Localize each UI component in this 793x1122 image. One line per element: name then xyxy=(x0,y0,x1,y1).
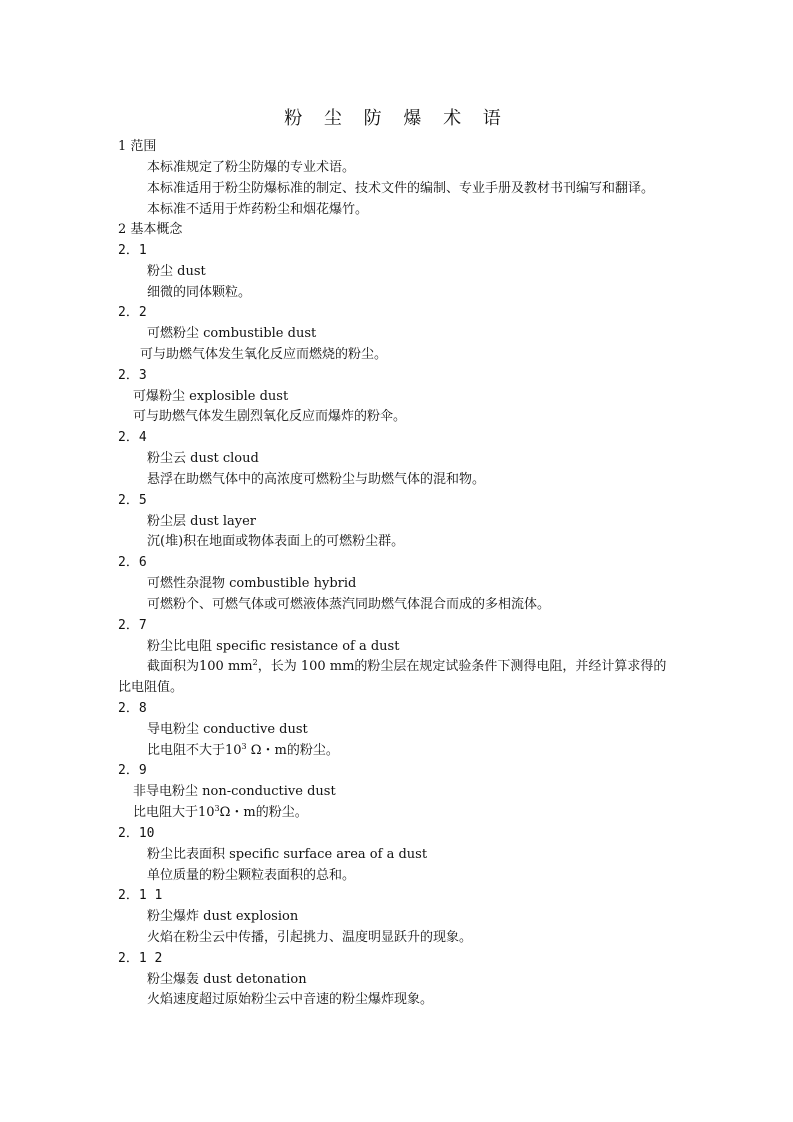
term-name: 粉尘云 dust cloud xyxy=(147,451,259,466)
term-definition: 单位质量的粉尘颗粒表面积的总和。 xyxy=(147,868,356,883)
term-name: 可燃粉尘 combustible dust xyxy=(147,326,317,341)
term-definition-continued: 比电阻值。 xyxy=(118,680,184,695)
term-number: 2．2 xyxy=(118,305,147,320)
term-number: 2．4 xyxy=(118,430,147,445)
term-number: 2．10 xyxy=(118,826,155,841)
term-name: 粉尘层 dust layer xyxy=(147,514,257,529)
section-heading-basic-concepts: 2 基本概念 xyxy=(118,222,183,237)
term-name: 导电粉尘 conductive dust xyxy=(147,722,308,737)
term-definition: 比电阻不大于$10^3$ Ω・m的粉尘。 xyxy=(147,742,339,758)
term-definition: 截面积为100 $mm^2$，长为 100 mm的粉尘层在规定试验条件下测得电阻，并经计算求得的 xyxy=(147,658,667,674)
term-name: 粉尘爆炸 dust explosion xyxy=(147,909,299,924)
term-definition: 沉(堆)积在地面或物体表面上的可燃粉尘群。 xyxy=(147,534,405,549)
term-definition: 可与助燃气体发生剧烈氧化反应而爆炸的粉伞。 xyxy=(133,409,407,424)
term-number: 2．9 xyxy=(118,763,147,778)
term-number: 2．1 2 xyxy=(118,951,163,966)
term-definition: 可与助燃气体发生氧化反应而燃烧的粉尘。 xyxy=(140,347,388,362)
term-number: 2．1 xyxy=(118,243,147,258)
scope-paragraph-2: 本标准适用于粉尘防爆标准的制定、技术文件的编制、专业手册及教材书刊编写和翻译。 xyxy=(147,181,655,196)
superscript: 3 xyxy=(241,742,247,751)
term-name: 粉尘比表面积 specific surface area of a dust xyxy=(147,847,428,862)
term-name: 非导电粉尘 non-conductive dust xyxy=(133,784,336,799)
superscript: 3 xyxy=(214,804,220,813)
term-definition: 火焰在粉尘云中传播，引起挑力、温度明显跃升的现象。 xyxy=(147,930,473,945)
scope-paragraph-3: 本标准不适用于炸药粉尘和烟花爆竹。 xyxy=(147,202,369,217)
term-number: 2．1 1 xyxy=(118,888,163,903)
term-name: 粉尘比电阻 specific resistance of a dust xyxy=(147,639,400,654)
term-definition: 可燃粉个、可燃气体或可燃液体蒸汽同助燃气体混合而成的多相流体。 xyxy=(147,597,551,612)
term-definition: 细微的同体颗粒。 xyxy=(147,285,252,300)
page-title: 粉 尘 防 爆 术 语 xyxy=(284,108,509,129)
term-number: 2．8 xyxy=(118,701,147,716)
term-number: 2．7 xyxy=(118,618,147,633)
superscript: 2 xyxy=(252,658,258,667)
term-name: 可燃性杂混物 combustible hybrid xyxy=(147,576,357,591)
section-heading-scope: 1 范围 xyxy=(118,139,157,154)
term-number: 2．5 xyxy=(118,493,147,508)
term-name: 粉尘爆轰 dust detonation xyxy=(147,972,307,987)
scope-paragraph-1: 本标准规定了粉尘防爆的专业术语。 xyxy=(147,160,356,175)
term-name: 粉尘 dust xyxy=(147,264,206,279)
term-definition: 悬浮在助燃气体中的高浓度可燃粉尘与助燃气体的混和物。 xyxy=(147,472,486,487)
term-number: 2．6 xyxy=(118,555,147,570)
term-definition: 比电阻大于$10^3\Omega$・m的粉尘。 xyxy=(133,804,308,820)
term-definition: 火焰速度超过原始粉尘云中音速的粉尘爆炸现象。 xyxy=(147,992,434,1007)
term-name: 可爆粉尘 explosible dust xyxy=(133,389,289,404)
term-number: 2．3 xyxy=(118,368,147,383)
